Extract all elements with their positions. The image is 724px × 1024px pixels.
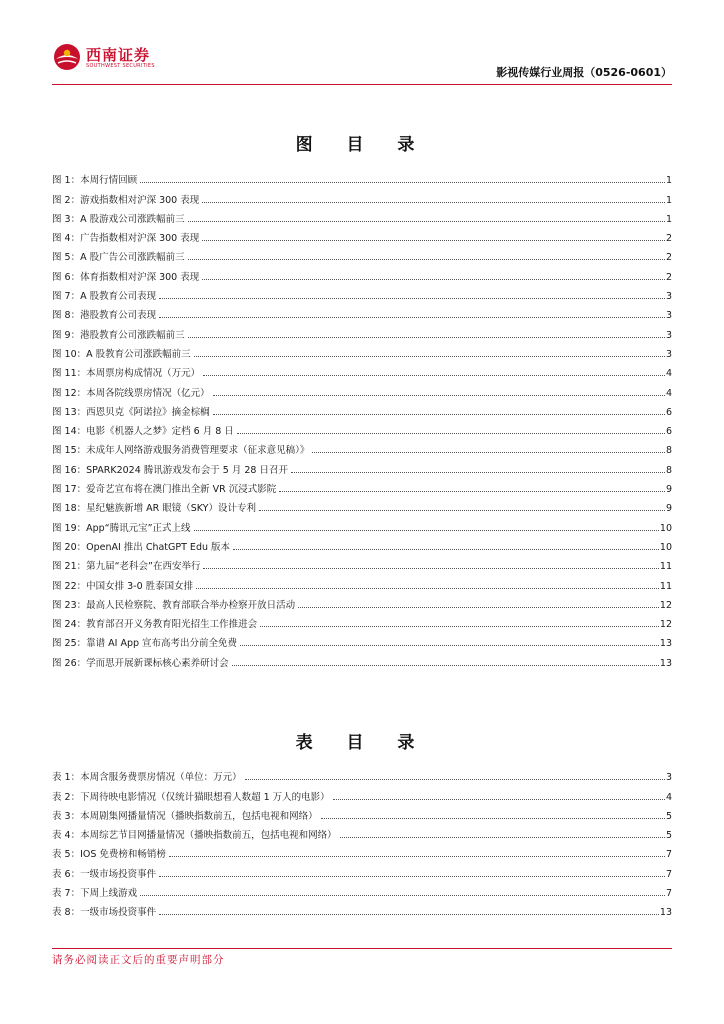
figure-toc-entry[interactable] [52,592,672,611]
figure-toc-entry-label: 图 18：星纪魅族新增 AR 眼镜（SKY）设计专利 [52,503,256,515]
figure-toc-entry[interactable] [52,302,672,321]
table-toc-entry[interactable] [52,860,672,879]
figure-toc-entry[interactable] [52,514,672,533]
figure-toc-entry[interactable] [52,167,672,186]
table-toc-entry-label: 表 6：一级市场投资事件 [52,868,157,880]
dot-leader [202,279,665,280]
figure-toc-entry-page: 1 [665,175,672,187]
figure-toc-entry-label: 图 19：App“腾讯元宝”正式上线 [52,522,191,534]
dot-leader [259,510,665,511]
table-toc-entry[interactable] [52,880,672,899]
figure-toc-entry-label: 图 1：本周行情回顾 [52,175,138,187]
dot-leader [245,779,665,780]
figures-toc [52,167,672,669]
table-toc-entry-label: 表 4：本周综艺节目网播量情况（播映指数前五，包括电视和网络） [52,830,337,842]
figure-toc-entry-page: 12 [659,599,672,611]
dot-leader [291,472,665,473]
table-toc-entry-page: 5 [665,810,672,822]
figure-toc-entry-label: 图 5：A 股广告公司涨跌幅前三 [52,252,185,264]
figure-toc-entry-page: 3 [665,291,672,303]
dot-leader [159,914,659,915]
dot-leader [188,221,665,222]
figure-toc-entry-label: 图 13：西恩贝克《阿诺拉》摘金棕榈 [52,406,210,418]
figure-toc-entry[interactable] [52,456,672,475]
figure-toc-entry-label: 图 26：学而思开展新课标核心素养研讨会 [52,657,229,669]
table-toc-entry-page: 7 [665,849,672,861]
figure-toc-entry[interactable] [52,283,672,302]
dot-leader [202,202,665,203]
company-logo-icon [52,42,82,72]
table-toc-entry-page: 13 [659,907,672,919]
figure-toc-entry[interactable] [52,341,672,360]
table-toc-entry-label: 表 1：本周含服务费票房情况（单位：万元） [52,772,242,784]
figure-toc-entry-page: 10 [659,522,672,534]
figure-toc-entry-page: 9 [665,484,672,496]
dot-leader [159,876,665,877]
figure-toc-entry-page: 13 [659,638,672,650]
figure-toc-entry-page: 6 [665,406,672,418]
table-toc-entry-label: 表 7：下周上线游戏 [52,888,138,900]
dot-leader [279,491,665,492]
header-divider [52,84,672,85]
footer-disclaimer: 请务必阅读正文后的重要声明部分 [52,954,225,966]
figure-toc-entry-label: 图 24：教育部召开义务教育阳光招生工作推进会 [52,619,258,631]
dot-leader [340,837,665,838]
figure-toc-entry-page: 1 [665,194,672,206]
figure-toc-entry-page: 2 [665,271,672,283]
figure-toc-entry[interactable] [52,206,672,225]
dot-leader [140,182,665,183]
figure-toc-entry-page: 4 [665,368,672,380]
table-toc-entry[interactable] [52,783,672,802]
figure-toc-entry-label: 图 17：爱奇艺宣布将在澳门推出全新 VR 沉浸式影院 [52,484,277,496]
figure-toc-entry-label: 图 2：游戏指数相对沪深 300 表现 [52,194,200,206]
figure-toc-entry-page: 6 [665,426,672,438]
figure-toc-entry-label: 图 14：电影《机器人之梦》定档 6 月 8 日 [52,426,234,438]
figure-toc-entry[interactable] [52,399,672,418]
dot-leader [202,240,665,241]
dot-leader [233,549,659,550]
figure-toc-entry[interactable] [52,244,672,263]
dot-leader [260,626,659,627]
table-toc-entry[interactable] [52,803,672,822]
dot-leader [321,818,665,819]
figure-toc-entry-label: 图 20：OpenAI 推出 ChatGPT Edu 版本 [52,541,231,553]
table-toc-entry-label: 表 2：下周待映电影情况（仅统计猫眼想看人数超 1 万人的电影） [52,791,330,803]
figure-toc-entry-page: 1 [665,213,672,225]
table-toc-entry-page: 5 [665,830,672,842]
figure-toc-entry-page: 9 [665,503,672,515]
table-toc-entry-label: 表 8：一级市场投资事件 [52,907,157,919]
table-toc-entry-page: 3 [665,772,672,784]
table-toc-entry-page: 4 [665,791,672,803]
figure-toc-entry[interactable] [52,611,672,630]
figure-toc-entry[interactable] [52,534,672,553]
figure-toc-entry-label: 图 4：广告指数相对沪深 300 表现 [52,233,200,245]
table-toc-entry-label: 表 3：本周剧集网播量情况（播映指数前五，包括电视和网络） [52,810,318,822]
table-toc-entry[interactable] [52,841,672,860]
figure-toc-entry-label: 图 11：本周票房构成情况（万元） [52,368,201,380]
figure-toc-entry-page: 3 [665,329,672,341]
table-toc-entry-label: 表 5：IOS 免费榜和畅销榜 [52,849,166,861]
figure-toc-entry[interactable] [52,437,672,456]
figure-toc-entry-label: 图 21：第九届“老科会”在西安举行 [52,561,201,573]
tables-toc [52,764,672,918]
figure-toc-entry[interactable] [52,418,672,437]
figure-toc-entry[interactable] [52,379,672,398]
dot-leader [159,317,665,318]
figure-toc-entry[interactable] [52,186,672,205]
figure-toc-entry-page: 3 [665,348,672,360]
figure-toc-entry-label: 图 3：A 股游戏公司涨跌幅前三 [52,213,185,225]
figure-toc-entry-page: 13 [659,657,672,669]
table-toc-entry[interactable] [52,764,672,783]
figure-toc-entry-label: 图 9：港股教育公司涨跌幅前三 [52,329,185,341]
figure-toc-entry-page: 2 [665,252,672,264]
dot-leader [159,298,665,299]
figure-toc-entry[interactable] [52,572,672,591]
table-toc-entry[interactable] [52,822,672,841]
figure-toc-entry-label: 图 22：中国女排 3-0 胜泰国女排 [52,580,194,592]
figure-toc-entry-label: 图 25：靠谱 AI App 宣布高考出分前全免费 [52,638,238,650]
figure-toc-entry-label: 图 7：A 股教育公司表现 [52,291,157,303]
figure-toc-entry[interactable] [52,553,672,572]
figure-toc-entry-page: 8 [665,445,672,457]
dot-leader [333,799,665,800]
logo-chinese-name: 西南证券 [86,46,151,64]
dot-leader [203,375,665,376]
figure-toc-entry-label: 图 15：未成年人网络游戏服务消费管理要求（征求意见稿）》 [52,445,310,457]
dot-leader [213,414,665,415]
figure-toc-entry-label: 图 10：A 股教育公司涨跌幅前三 [52,348,191,360]
page-header [0,0,724,90]
dot-leader [298,607,659,608]
figure-toc-entry-label: 图 12：本周各院线票房情况（亿元） [52,387,210,399]
figure-toc-entry-page: 11 [659,561,672,573]
dot-leader [203,568,658,569]
figure-toc-entry-page: 4 [665,387,672,399]
table-toc-entry-page: 7 [665,888,672,900]
dot-leader [213,395,665,396]
figures-toc-title: 图 目 录 [295,135,429,155]
figure-toc-entry-page: 3 [665,310,672,322]
table-toc-entry[interactable] [52,899,672,918]
dot-leader [194,530,659,531]
dot-leader [232,665,659,666]
dot-leader [188,337,665,338]
figure-toc-entry-page: 12 [659,619,672,631]
figure-toc-entry-label: 图 16：SPARK2024 腾讯游戏发布会于 5 月 28 日召开 [52,464,288,476]
dot-leader [237,433,665,434]
figure-toc-entry[interactable] [52,321,672,340]
footer-divider [52,948,672,949]
figure-toc-entry-label: 图 8：港股教育公司表现 [52,310,157,322]
figure-toc-entry[interactable] [52,649,672,668]
figure-toc-entry[interactable] [52,360,672,379]
figure-toc-entry[interactable] [52,476,672,495]
figure-toc-entry-page: 2 [665,233,672,245]
dot-leader [188,259,665,260]
company-logo [52,42,155,74]
dot-leader [240,645,659,646]
figure-toc-entry-page: 11 [659,580,672,592]
tables-toc-title: 表 目 录 [295,733,429,753]
figure-toc-entry-page: 8 [665,464,672,476]
dot-leader [312,452,665,453]
figure-toc-entry-page: 10 [659,541,672,553]
figure-toc-entry[interactable] [52,263,672,282]
dot-leader [140,895,665,896]
dot-leader [196,588,659,589]
figure-toc-entry-label: 图 23：最高人民检察院、教育部联合举办检察开放日活动 [52,599,296,611]
logo-english-name: SOUTHWEST SECURITIES [86,63,155,69]
figure-toc-entry[interactable] [52,225,672,244]
table-toc-entry-page: 7 [665,868,672,880]
dot-leader [169,856,665,857]
figure-toc-entry-label: 图 6：体育指数相对沪深 300 表现 [52,271,200,283]
dot-leader [194,356,665,357]
report-title: 影视传媒行业周报（0526-0601） [496,66,672,79]
figure-toc-entry[interactable] [52,630,672,649]
figure-toc-entry[interactable] [52,495,672,514]
